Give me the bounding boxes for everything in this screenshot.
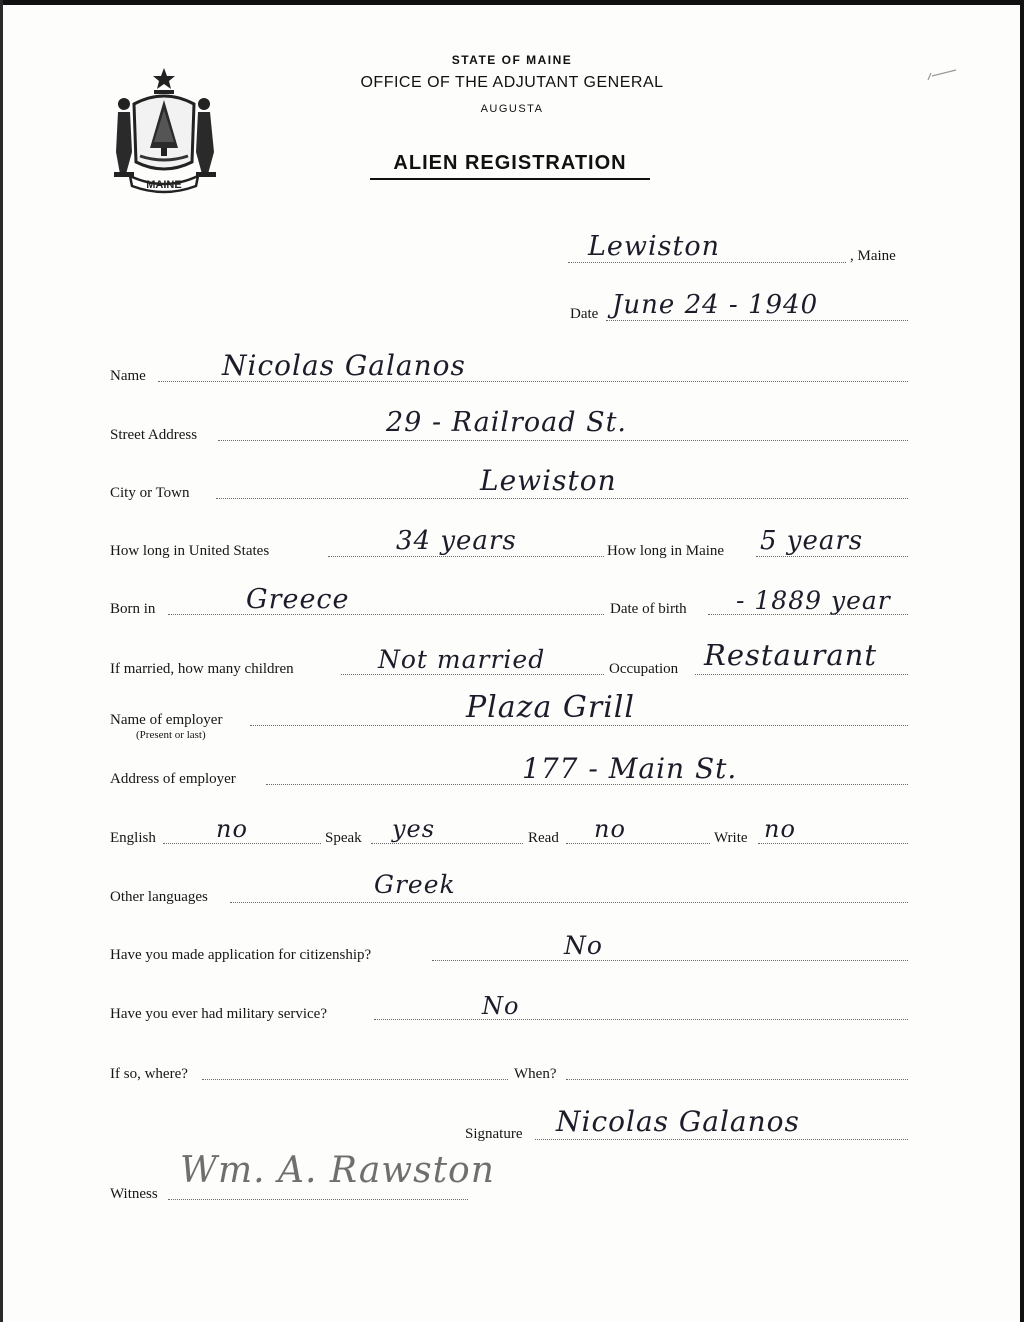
- scan-border-right: [1020, 0, 1024, 1322]
- read-value[interactable]: no: [594, 815, 626, 843]
- city-line: [216, 498, 908, 499]
- citizenship-value[interactable]: No: [564, 931, 603, 960]
- when-label: When?: [514, 1066, 557, 1082]
- years-maine-value[interactable]: 5 years: [760, 526, 864, 556]
- form-title: ALIEN REGISTRATION: [370, 152, 650, 180]
- other-languages-label: Other languages: [110, 889, 208, 905]
- military-label: Have you ever had military service?: [110, 1006, 327, 1022]
- occupation-label: Occupation: [609, 661, 679, 677]
- employer-sublabel: (Present or last): [136, 729, 206, 741]
- born-in-line: [168, 614, 604, 615]
- when-line: [566, 1079, 908, 1080]
- birth-date-label: Date of birth: [610, 601, 687, 617]
- scan-border-left: [0, 0, 3, 1322]
- children-value[interactable]: Not married: [378, 645, 546, 674]
- where-line: [202, 1079, 508, 1080]
- header-state: STATE OF MAINE: [451, 53, 573, 67]
- street-value[interactable]: 29 - Railroad St.: [386, 407, 628, 438]
- name-value[interactable]: Nicolas Galanos: [222, 349, 466, 382]
- employer-value[interactable]: Plaza Grill: [466, 690, 635, 725]
- birth-date-value[interactable]: - 1889 year: [736, 586, 891, 615]
- city-label: City or Town: [110, 485, 190, 501]
- witness-line: [168, 1199, 468, 1200]
- write-value[interactable]: no: [764, 815, 796, 843]
- years-maine-line: [756, 556, 908, 557]
- header-office: OFFICE OF THE ADJUTANT GENERAL: [360, 74, 664, 91]
- born-in-value[interactable]: Greece: [246, 584, 350, 615]
- years-maine-label: How long in Maine: [607, 543, 725, 559]
- where-label: If so, where?: [110, 1066, 188, 1082]
- signature-value[interactable]: Nicolas Galanos: [556, 1105, 800, 1138]
- date-label: Date: [570, 306, 599, 322]
- write-line: [758, 843, 908, 844]
- years-us-line: [328, 556, 604, 557]
- witness-value[interactable]: Wm. A. Rawston: [180, 1150, 495, 1191]
- speak-value[interactable]: yes: [392, 815, 436, 843]
- street-label: Street Address: [110, 427, 198, 443]
- citizenship-line: [432, 960, 908, 961]
- occupation-value[interactable]: Restaurant: [704, 638, 877, 672]
- maine-state-seal-icon: [104, 64, 224, 194]
- date-value[interactable]: June 24 - 1940: [612, 290, 819, 320]
- employer-address-value[interactable]: 177 - Main St.: [522, 752, 738, 785]
- occupation-line: [695, 674, 908, 675]
- children-line: [341, 674, 604, 675]
- date-line: [606, 320, 908, 321]
- other-languages-value[interactable]: Greek: [374, 870, 456, 899]
- english-value[interactable]: no: [216, 815, 248, 843]
- military-line: [374, 1019, 908, 1020]
- signature-line: [535, 1139, 908, 1140]
- children-label: If married, how many children: [110, 661, 294, 677]
- speak-line: [371, 843, 523, 844]
- scan-border-top: [0, 0, 1024, 5]
- read-line: [566, 843, 710, 844]
- street-line: [218, 440, 908, 441]
- citizenship-label: Have you made application for citizenship?: [110, 947, 372, 963]
- signature-label: Signature: [465, 1126, 523, 1142]
- years-us-value[interactable]: 34 years: [396, 526, 517, 556]
- place-line: [568, 262, 846, 263]
- other-languages-line: [230, 902, 908, 903]
- military-value[interactable]: No: [482, 992, 520, 1020]
- speak-label: Speak: [325, 830, 362, 846]
- header-city: AUGUSTA: [480, 103, 544, 115]
- english-label: English: [110, 830, 156, 846]
- pencil-mark: [926, 68, 958, 82]
- city-value[interactable]: Lewiston: [480, 464, 617, 497]
- years-us-label: How long in United States: [110, 543, 270, 559]
- read-label: Read: [528, 830, 559, 846]
- place-suffix: , Maine: [850, 248, 896, 264]
- employer-line: [250, 725, 908, 726]
- employer-address-label: Address of employer: [110, 771, 236, 787]
- employer-label: Name of employer: [110, 712, 223, 728]
- english-line: [163, 843, 321, 844]
- name-label: Name: [110, 368, 146, 384]
- svg-text:MAINE: MAINE: [146, 179, 182, 191]
- witness-label: Witness: [110, 1186, 158, 1202]
- write-label: Write: [714, 830, 748, 846]
- place-value[interactable]: Lewiston: [588, 231, 721, 262]
- born-in-label: Born in: [110, 601, 156, 617]
